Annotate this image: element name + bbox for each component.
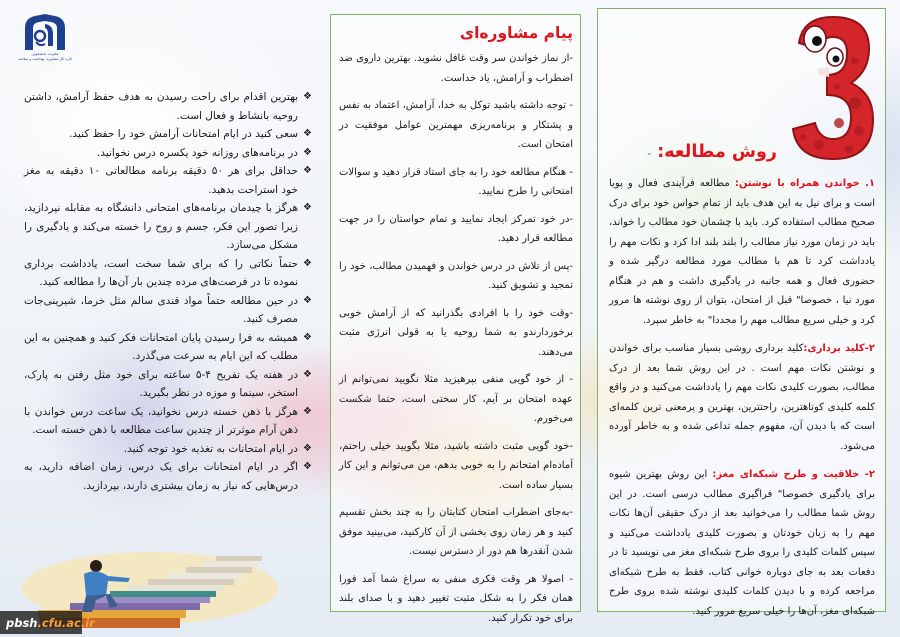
study-method-section <box>609 339 875 456</box>
tip-item <box>24 125 312 144</box>
counseling-paragraph: -وقت خود را با افرادی بگذرانید که از آرامش خوبی برخوردارندو به شما روحیه یا به قولی انرژی مثبت می‌دهند. <box>339 307 573 358</box>
tip-item <box>24 292 312 329</box>
cartoon-number-three-icon <box>789 13 875 163</box>
study-methods-box <box>597 8 886 617</box>
diamond-bullet-icon: ❖ <box>303 202 312 213</box>
tip-text: بهترین اقدام برای راحت رسیدن به هدف حفظ آرامش، داشتن روحیه بانشاط و فعال است. <box>24 91 298 122</box>
watermark-text-part2: .cfu.ac.ir <box>37 615 95 630</box>
logo-caption-line2: اداره کل مشاوره، بهداشت و سلامت <box>17 57 73 61</box>
diamond-bullet-icon: ❖ <box>303 461 312 472</box>
tip-text: در هفته یک تفریح ۴-۵ ساعته برای خود مثل رفتن به پارک، استخر، سینما و موزه در نظر بگیرید. <box>24 368 298 399</box>
diamond-bullet-icon: ❖ <box>303 442 312 454</box>
diamond-bullet-icon: ❖ <box>303 257 312 269</box>
university-book-emblem-icon <box>21 12 69 52</box>
study-methods-header <box>609 9 875 174</box>
site-watermark <box>0 611 95 634</box>
tip-item <box>24 255 312 292</box>
study-method-section <box>609 465 875 621</box>
study-method-body: کلید برداری روشی بسیار مناسب برای خواندن و نوشتن نکات مهم است . در این روش شما بعد از درک مطالب، بصورت کلیدی نکات مهم را یادداشت می‌کنید و در واقع کلمه کلیدی کوتاهترین، راحتترین، بهترین و پرمعنی ترین کلمه‌ای است که با دیدن آن، مفهوم جمله تداعی شده و به خاطر آورده می‌شود. <box>609 343 875 452</box>
tip-item <box>24 144 312 163</box>
diamond-bullet-icon: ❖ <box>303 128 312 139</box>
tip-item <box>24 366 312 403</box>
diamond-bullet-icon: ❖ <box>303 294 312 306</box>
tip-item <box>24 199 312 255</box>
tips-list-column <box>24 88 312 495</box>
logo-caption-line1: معاونت دانشجویی <box>31 52 59 56</box>
counseling-message-title: پیام مشاوره‌ای <box>459 24 573 42</box>
tip-text: سعی کنید در ایام امتحانات آرامش خود را حفظ کنید. <box>69 128 298 140</box>
tip-item <box>24 162 312 199</box>
study-methods-title-text: روش مطالعه: <box>657 142 777 162</box>
diamond-bullet-icon: ❖ <box>303 91 312 102</box>
study-methods-title <box>647 139 777 167</box>
diamond-bullet-icon: ❖ <box>303 405 312 417</box>
counseling-paragraph: - توجه داشته باشید توکل به خدا، آرامش، اعتماد به نفس و پشتکار و برنامه‌ریزی مهمترین عوامل موفقیت در امتحان است. <box>339 100 573 150</box>
tip-item <box>24 458 312 495</box>
tip-text: هرگز با ذهن خسته درس نخوانید، یک ساعت درس خواندن با ذهن آرام موثرتر از چندین ساعت مطالعه با ذهن خسته است. <box>24 405 298 436</box>
tip-item <box>24 440 312 459</box>
counseling-paragraph: -خود گویی مثبت داشته باشید، مثلا بگویید خیلی راحتم، آماده‌ام امتحانم را به خوبی بدهم، من می‌توانم و این کار بسیار ساده است. <box>339 440 573 491</box>
tip-text: حداقل برای هر ۵۰ دقیقه برنامه مطالعاتی ۱۰ دقیقه به مغز خود استراحت بدهید. <box>24 165 298 196</box>
tip-text: در ایام امتحانات به تغذیه خود توجه کنید. <box>123 442 298 455</box>
counseling-paragraph: -به‌جای اضطراب امتحان کتابتان را به چند بخش تقسیم کنید و هر زمان روی بخشی از آن کارکنید، می‌بینید موفق شدن آنقدرها هم دور از دسترس نیست. <box>339 507 573 557</box>
counseling-paragraph: -از نماز خواندن سر وقت غافل نشوید. بهترین داروی ضد اضطراب و آرامش، یاد خداست. <box>339 53 573 84</box>
counseling-paragraph: - از خود گویی منفی بپرهیزید مثلا نگویید نمی‌توانم از عهده امتحان بر آیم، کار سختی است، حتما شکست می‌خورم. <box>339 374 573 424</box>
study-method-body: این روش بهترین شیوه برای یادگیری خصوصا" فراگیری مطالب درسی است. در این روش شما مطالب را می‌خوانید بعد از درک حقیقی آن‌ها نکات مهم را به زبان خودتان و بصورت کلیدی یادداشت می‌کنید و سپس کلمات کلیدی را بروی طرح شبکه‌ای مغز می نویسید تا در دفعات بعد به جای دوباره خوانی کتاب، فقط به طرح شبکه‌ای مراجعه کرده و با دیدن کلمات کلیدی نوشته شده بروی طرح شبکه‌ای مغز، آن‌ها را خیلی سریع مرور کنید. <box>609 469 875 617</box>
counseling-paragraph: -در خود تمرکز ایجاد نمایید و تمام حواستان را در جهت مطالعه قرار دهید. <box>339 213 573 244</box>
study-method-body: مطالعه فرآیندی فعال و پویا است و برای نیل به این هدف باید از تمام حواس خود برای درک صحیح مطالب استفاده کرد. باید با چشمان خود مطالب را خواند، باید در زمان مورد نیاز مطالب را بلند بلند ادا کرد و نکات مهم را یادداشت کرد تا هم با مطالب مورد مطالعه درگیر شده و حضوری فعال و همه جانبه در یادگیری داشت و هم در هنگام مورد نیا ، خصوصا" قبل از امتحان، بتوان از روی نوشته ها مرور کرد و خیلی سریع مطالب مهم را مجددا" به خاطر سپرد. <box>609 178 875 326</box>
counseling-paragraph: - هنگام مطالعه خود را به جای استاد قرار دهید و سوالات امتحانی را طرح نمایید. <box>339 166 573 197</box>
diamond-bullet-icon: ❖ <box>303 146 312 158</box>
watermark-text-part1: pbsh <box>6 615 38 630</box>
tip-text: در حین مطالعه حتماً مواد قندی سالم مثل خرما، شیرینی‌جات مصرف کنید. <box>24 294 298 325</box>
study-method-heading: ۱. خواندن همراه با نوشتن: <box>734 178 875 189</box>
study-method-heading: ۲- خلاقیت و طرح شبکه‌ای مغز: <box>712 469 875 480</box>
title-dash: - <box>647 147 652 160</box>
university-logo <box>14 12 76 72</box>
study-method-heading: ۲-کلید برداری: <box>803 343 875 354</box>
counseling-message-box <box>330 14 581 624</box>
diamond-bullet-icon: ❖ <box>303 165 312 176</box>
diamond-bullet-icon: ❖ <box>303 331 312 343</box>
diamond-bullet-icon: ❖ <box>303 368 312 380</box>
tip-item <box>24 329 312 366</box>
tip-text: همیشه به فرا رسیدن پایان امتحانات فکر کنید و همچنین به این مطلب که این ایام به سرعت می‌گذرد. <box>24 331 298 362</box>
tip-item <box>24 403 312 440</box>
counseling-paragraph: - اصولا هر وقت فکری منفی به سراغ شما آمد فورا همان فکر را به شکل مثبت تغییر دهید و با صدای بلند برای خود تکرار کنید. <box>339 573 573 624</box>
tip-item <box>24 88 312 125</box>
tip-text: حتماً نکاتی را که برای شما سخت است، یادداشت برداری نموده تا در فرصت‌های مرده چندین بار آن‌ها را مطالعه کنید. <box>24 257 298 288</box>
study-method-section <box>609 174 875 330</box>
tip-text: اگر در ایام امتحانات برای یک درس، زمان اضافه دارید، به درس‌هایی که نیاز به زمان بیشتری دارند، بپردازید. <box>24 461 298 492</box>
tip-text: هرگز با چیدمان برنامه‌های امتحانی دانشگاه به مقابله نپردازید، زیرا تصور این فکر، جسم و روح را خسته می‌کند و یادگیری را مشکل می‌سازد. <box>24 202 298 251</box>
counseling-paragraph: -پس از تلاش در درس خواندن و فهمیدن مطالب، خود را تمجید و تشویق کنید. <box>339 260 573 291</box>
tips-list <box>24 88 312 495</box>
tip-text: در برنامه‌های روزانه خود یکسره درس نخوانید. <box>96 146 298 159</box>
